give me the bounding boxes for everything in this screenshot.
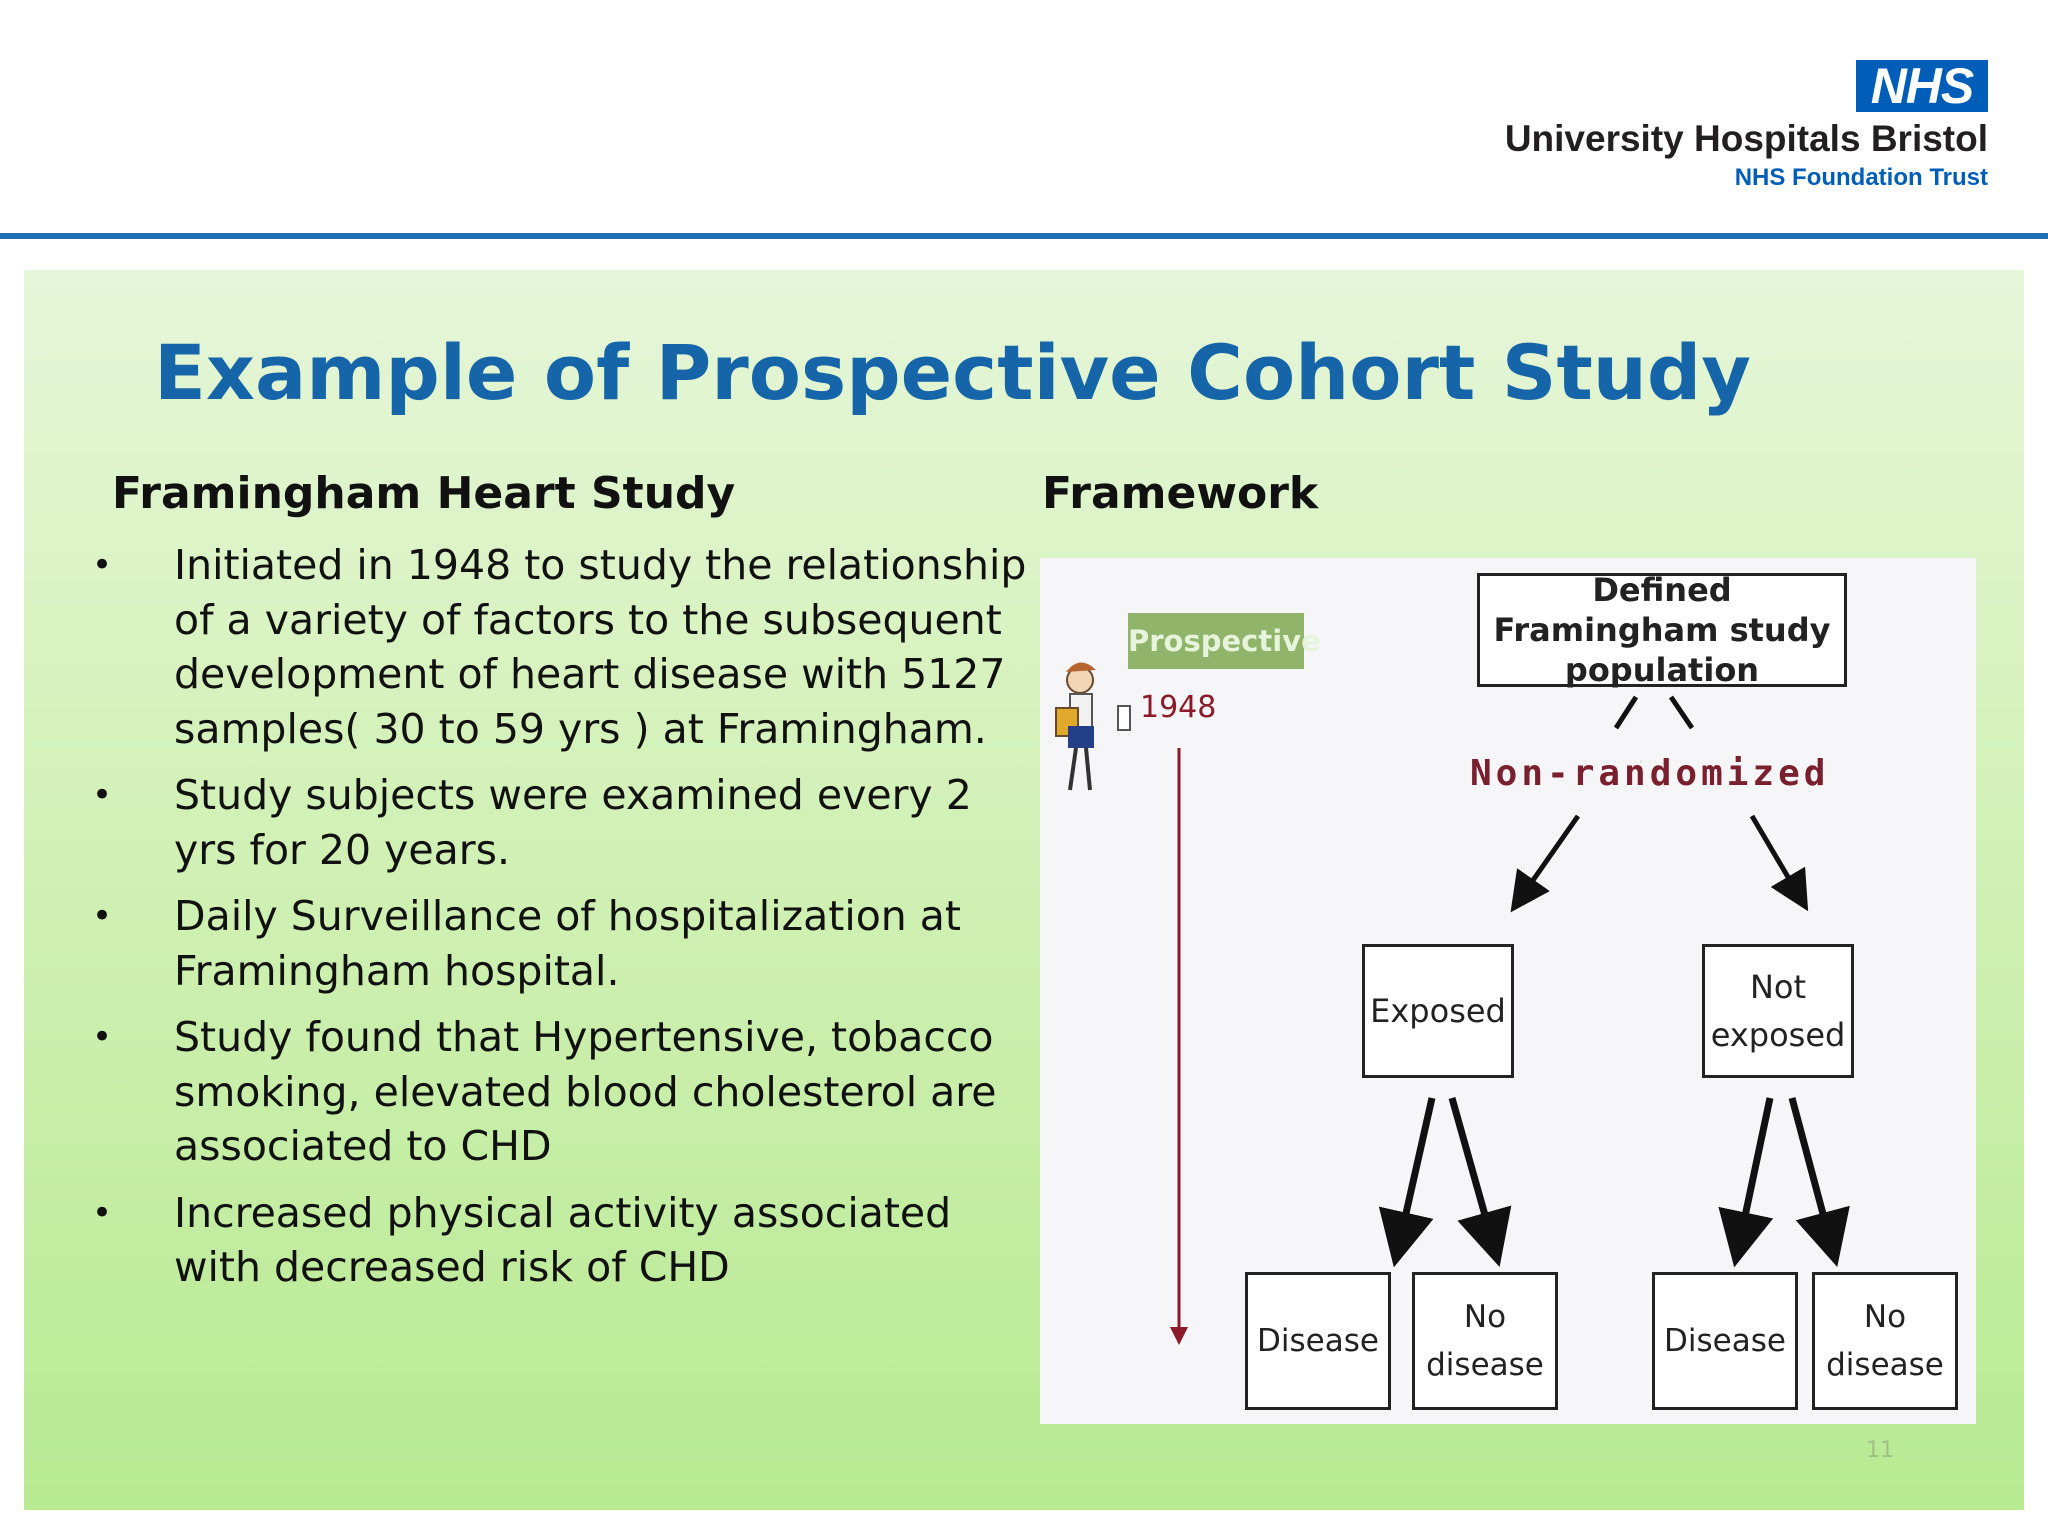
not-exposed-box: Not exposed — [1702, 944, 1854, 1078]
exposed-disease-arrow — [1400, 1098, 1432, 1240]
bullet-text: Study subjects were examined every 2 yrs for 20 years. — [174, 771, 972, 874]
population-mark-left — [1616, 697, 1636, 728]
slide — [24, 270, 2024, 1510]
exposed-disease-box: Disease — [1245, 1272, 1391, 1410]
exposed-no-disease-arrow — [1452, 1098, 1492, 1240]
population-box: Defined Framingham study population — [1477, 573, 1847, 687]
not-exposed-branch-arrow — [1752, 816, 1798, 894]
bullet-text: Initiated in 1948 to study the relationship of a variety of factors to the subsequent development of heart disease with 5127 samples( 30 to 59 yrs ) at Framingham. — [174, 541, 1027, 753]
exposed-no-disease-box: No disease — [1412, 1272, 1558, 1410]
header-divider — [0, 233, 2048, 239]
framework-diagram — [1040, 558, 1976, 1424]
bullet-text: Daily Surveillance of hospitalization at Framingham hospital. — [174, 892, 962, 995]
framework-heading: Framework — [1042, 468, 1319, 519]
nhs-logo: NHS — [1856, 60, 1988, 112]
slide-title: Example of Prospective Cohort Study — [154, 328, 1751, 417]
organization-subtitle: NHS Foundation Trust — [1734, 164, 1988, 191]
not-exposed-no-disease-arrow — [1792, 1098, 1830, 1240]
population-mark-right — [1671, 697, 1692, 728]
header — [0, 0, 2048, 240]
bullet-item: • Initiated in 1948 to study the relationship of a variety of factors to the subsequent development of heart disease with 5127 samples( 30 to 59 yrs ) at Framingham. — [92, 541, 1027, 753]
not-exposed-disease-arrow — [1740, 1098, 1770, 1240]
exposed-box: Exposed — [1362, 944, 1514, 1078]
not-exposed-disease-box: Disease — [1652, 1272, 1798, 1410]
non-randomized-label: Non-randomized — [1470, 753, 1830, 794]
bullet-text: Study found that Hypertensive, tobacco smoking, elevated blood cholesterol are associated to CHD — [174, 1013, 997, 1170]
bullet-item: • Study found that Hypertensive, tobacco smoking, elevated blood cholesterol are associated to CHD — [92, 1013, 997, 1170]
bullet-text: Increased physical activity associated with decreased risk of CHD — [174, 1188, 952, 1291]
study-heading: Framingham Heart Study — [112, 468, 736, 519]
start-year-label: 1948 — [1140, 690, 1217, 725]
not-exposed-no-disease-box: No disease — [1812, 1272, 1958, 1410]
prospective-label: Prospective — [1128, 613, 1304, 669]
researcher-figure-icon — [1056, 662, 1130, 790]
exposed-branch-arrow — [1522, 816, 1578, 896]
bullet-item: • Daily Surveillance of hospitalization at Framingham hospital. — [92, 892, 962, 995]
bullet-item: • Increased physical activity associated with decreased risk of CHD — [92, 1188, 952, 1291]
bullet-list — [74, 538, 1044, 1307]
organization-name: University Hospitals Bristol — [1504, 118, 1988, 159]
page-number: 11 — [1866, 1438, 1894, 1463]
bullet-item: • Study subjects were examined every 2 yrs for 20 years. — [92, 771, 972, 874]
